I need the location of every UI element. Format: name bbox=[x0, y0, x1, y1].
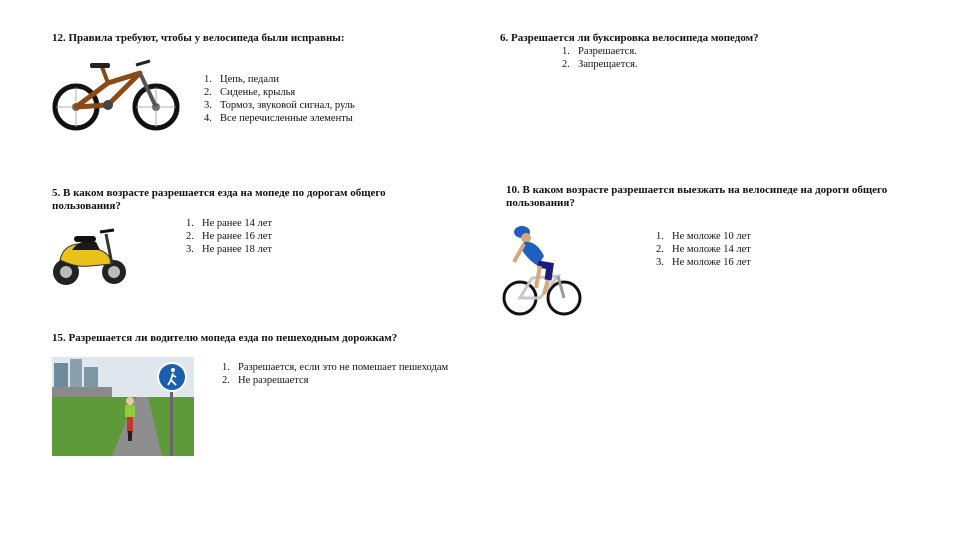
question-12-title: 12. Правила требуют, чтобы у велосипеда были исправны: bbox=[52, 32, 345, 44]
option-text: Разрешается, если это не помешает пешеходам bbox=[238, 362, 449, 373]
option-number: 3. bbox=[656, 257, 664, 268]
option-number: 4. bbox=[204, 113, 212, 124]
option-text: Не моложе 16 лет bbox=[672, 257, 751, 268]
question-10-title: 10. В каком возрасте разрешается выезжать на велосипеде на дороги общего пользования? bbox=[506, 184, 888, 209]
option[interactable] bbox=[204, 73, 355, 86]
option-text: Не моложе 10 лет bbox=[672, 231, 751, 242]
option-number: 2. bbox=[204, 87, 212, 98]
question-10-options bbox=[656, 230, 751, 269]
option-text: Не моложе 14 лет bbox=[672, 244, 751, 255]
option-text: Не ранее 18 лет bbox=[202, 244, 272, 255]
question-12-options bbox=[204, 73, 355, 125]
option-text: Цепь, педали bbox=[220, 74, 279, 85]
option-text: Не ранее 14 лет bbox=[202, 218, 272, 229]
moped-image bbox=[50, 220, 128, 290]
option-number: 1. bbox=[204, 74, 212, 85]
option-text: Не разрешается bbox=[238, 375, 309, 386]
question-5-title: 5. В каком возрасте разрешается езда на мопеде по дорогам общего пользования? bbox=[52, 187, 386, 212]
option-number: 3. bbox=[186, 244, 194, 255]
option-text: Разрешается. bbox=[578, 46, 637, 57]
option-number: 3. bbox=[204, 100, 212, 111]
option[interactable] bbox=[186, 217, 272, 230]
option[interactable] bbox=[656, 230, 751, 243]
bicycle-image bbox=[50, 55, 180, 135]
question-15-title: 15. Разрешается ли водителю мопеда езда по пешеходным дорожкам? bbox=[52, 332, 398, 344]
option-number: 2. bbox=[656, 244, 664, 255]
option-number: 1. bbox=[186, 218, 194, 229]
option[interactable] bbox=[656, 243, 751, 256]
option-text: Запрещается. bbox=[578, 59, 638, 70]
option-number: 1. bbox=[562, 46, 570, 57]
cyclist-image bbox=[502, 222, 582, 322]
option-number: 1. bbox=[656, 231, 664, 242]
option[interactable] bbox=[204, 112, 355, 125]
option[interactable] bbox=[562, 58, 638, 71]
option-number: 2. bbox=[186, 231, 194, 242]
option-text: Тормоз, звуковой сигнал, руль bbox=[220, 100, 355, 111]
option-number: 1. bbox=[222, 362, 230, 373]
option[interactable] bbox=[562, 45, 638, 58]
option[interactable] bbox=[186, 230, 272, 243]
option[interactable] bbox=[222, 374, 448, 387]
option[interactable] bbox=[204, 86, 355, 99]
question-6-title: 6. Разрешается ли буксировка велосипеда мопедом? bbox=[500, 32, 759, 44]
question-15-options bbox=[222, 361, 448, 387]
option-text: Не ранее 16 лет bbox=[202, 231, 272, 242]
question-5-options bbox=[186, 217, 272, 256]
option-number: 2. bbox=[562, 59, 570, 70]
option-text: Сиденье, крылья bbox=[220, 87, 296, 98]
option-number: 2. bbox=[222, 375, 230, 386]
option[interactable] bbox=[222, 361, 448, 374]
option[interactable] bbox=[204, 99, 355, 112]
option[interactable] bbox=[186, 243, 272, 256]
pedestrian-path-image bbox=[52, 357, 194, 456]
option[interactable] bbox=[656, 256, 751, 269]
question-6-options bbox=[562, 45, 638, 71]
option-text: Все перечисленные элементы bbox=[220, 113, 353, 124]
